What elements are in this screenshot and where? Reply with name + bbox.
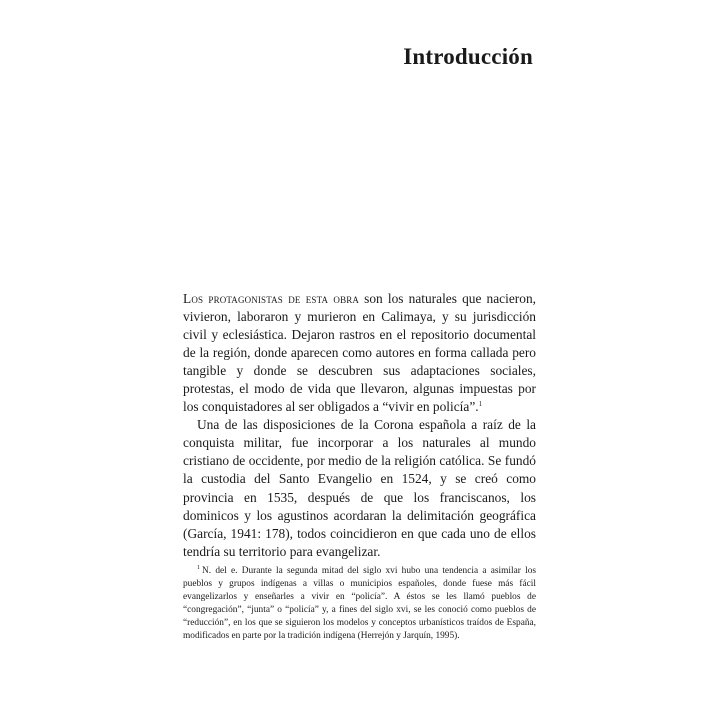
footnote-reference: 1 (478, 400, 483, 409)
body-text (183, 290, 536, 561)
footnote-text: N. del e. Durante la segunda mitad del siglo xvi hubo una tendencia a asimilar los pueblos y grupos indígenas a villas o municipios españoles, donde fuese más fácil evangelizarlos y enseñarles a vivir en “policía”. A éstos se les llamó pueblos de “congregación”, “junta” o “policía” y, a fines del siglo xvi, se les conoció como pueblos de “reducción”, en los que se siguieron los modelos y conceptos urbanísticos traídos de España, modificados en parte por la tradición indígena (Herrejón y Jarquín, 1995). (183, 566, 536, 642)
paragraph-2: Una de las disposiciones de la Corona española a raíz de la conquista militar, fue incorporar a los naturales al mundo cristiano de occidente, por medio de la religión católica. Se fundó la custodia del Santo Evangelio en 1524, y se creó como provincia en 1535, después de que los franciscanos, los dominicos y los agustinos acordaran la delimitación geográfica (García, 1941: 178), todos coincidieron en que cada uno de ellos tendría su territorio para evangelizar. (183, 417, 536, 559)
paragraph-1-lead: Los protagonistas de esta obra (183, 291, 360, 306)
paragraph-1 (183, 290, 536, 416)
page-title: Introducción (403, 44, 533, 69)
footnote-marker: 1 (197, 565, 200, 571)
paragraph-1-text: son los naturales que nacieron, vivieron, laboraron y murieron en Calimaya, y su jurisdicción civil y eclesiástica. Dejaron rastros en el repositorio documental de la región, donde aparecen como autores en forma callada pero tangible y donde se descubren sus adaptaciones sociales, protestas, el modo de vida que llevaron, algunas impuestas por los conquistadores al ser obligados a “vivir en policía”. (183, 291, 536, 415)
footnote-paragraph (183, 565, 536, 643)
footnote (183, 565, 536, 643)
